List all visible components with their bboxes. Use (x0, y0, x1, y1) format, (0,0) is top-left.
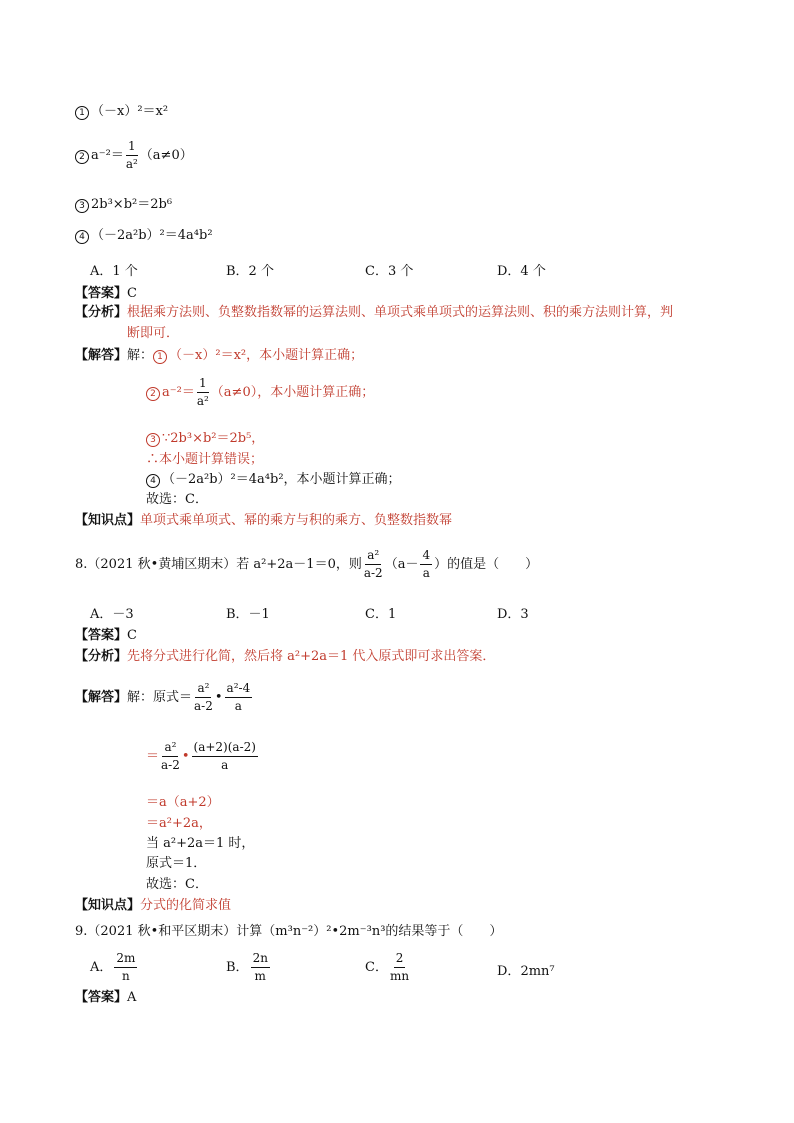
q7-solution-4 (146, 473, 401, 488)
q9-answer (75, 991, 136, 1004)
q7-choice: 故选：C． (146, 492, 208, 507)
answer-value: C (127, 628, 137, 643)
solution-label: 【解答】 (75, 348, 128, 363)
circled-number: 1 (75, 106, 89, 120)
q8-option-d: D．3 (497, 607, 529, 622)
fraction: $\frac{1}{\text{a²}}$ (125, 139, 138, 172)
q9-option-c (365, 952, 411, 983)
item-4 (75, 229, 213, 244)
q8-stem-mid: （a－ (384, 557, 419, 573)
q7-analysis (75, 306, 673, 319)
q9-option-a (90, 952, 139, 983)
q7-analysis-cont: 断即可． (127, 326, 180, 341)
q7-solution (75, 349, 363, 364)
sol2-lhs: a⁻²＝ (162, 385, 195, 401)
option-text: 2mn⁷ (520, 964, 555, 979)
fraction: $\frac{2m}{n}$ (116, 951, 136, 984)
knowledge-label: 【知识点】 (75, 513, 141, 528)
q7-solution-2 (146, 377, 374, 408)
knowledge-label: 【知识点】 (75, 898, 141, 913)
item-2-lhs: a⁻²＝ (91, 148, 124, 164)
dot: • (181, 749, 190, 765)
item-3-text: 2b³×b²＝2b⁶ (91, 197, 173, 212)
q8-step-2 (146, 741, 260, 772)
solution-step-3: ∵2b³×b²＝2b⁵， (162, 431, 265, 446)
solution-label: 【解答】 (75, 690, 128, 706)
solution-step-4: （－2a²b）²＝4a⁴b²，本小题计算正确； (162, 472, 401, 487)
circled-number: 3 (75, 199, 89, 213)
q8-step-4: ＝a²+2a， (146, 816, 212, 831)
option-label: C． (365, 960, 388, 976)
q8-choice: 故选：C． (146, 877, 208, 892)
answer-label: 【答案】 (75, 286, 128, 301)
option-label: B． (226, 960, 249, 976)
analysis-text: 先将分式进行化简，然后将 a²+2a＝1 代入原式即可求出答案． (127, 649, 496, 664)
solution-step-1: （－x）²＝x²，本小题计算正确； (169, 348, 364, 363)
circled-number: 2 (146, 387, 160, 401)
analysis-label: 【分析】 (75, 305, 128, 320)
fraction: $\frac{\text{a²}}{a-2}$ (194, 681, 213, 714)
q9-stem: 9.（2021 秋•和平区期末）计算（m³n⁻²）²•2m⁻³n³的结果等于（ ） (75, 924, 503, 939)
q8-stem (75, 549, 538, 580)
knowledge-text: 分式的化简求值 (140, 898, 232, 913)
q8-option-b: B．－1 (226, 607, 270, 622)
q7-knowledge (75, 514, 452, 527)
solution-intro: 解：原式＝ (127, 690, 193, 706)
item-1 (75, 105, 168, 120)
analysis-label: 【分析】 (75, 649, 128, 664)
circled-number: 2 (75, 150, 89, 164)
q7-option-d: D．4 个 (497, 264, 546, 279)
q8-step-5: 当 a²+2a＝1 时， (146, 836, 255, 851)
q8-step-6: 原式＝1． (146, 856, 207, 871)
item-1-text: （－x）²＝x² (91, 104, 169, 119)
fraction: $\frac{4}{a}$ (422, 548, 431, 581)
answer-label: 【答案】 (75, 628, 128, 643)
option-label: D． (497, 964, 521, 979)
circled-number: 3 (146, 433, 160, 447)
circled-number: 1 (153, 350, 167, 364)
item-2-rhs: （a≠0） (139, 148, 193, 164)
fraction: $\frac{\text{a²}}{a-2}$ (161, 740, 180, 773)
analysis-text: 根据乘方法则、负整数指数幂的运算法则、单项式乘单项式的运算法则、积的乘方法则计算，判 (127, 305, 674, 320)
q8-stem-post: ）的值是（ ） (434, 557, 539, 573)
q8-option-a: A．－3 (90, 607, 134, 622)
q8-knowledge (75, 899, 231, 912)
q7-option-c: C．3 个 (365, 264, 414, 279)
option-label: A． (90, 960, 113, 976)
q7-solution-3 (146, 432, 264, 447)
q8-analysis (75, 650, 495, 663)
q7-solution-3b: ∴本小题计算错误； (146, 452, 264, 467)
fraction: $\frac{1}{\text{a²}}$ (196, 376, 209, 409)
circled-number: 4 (75, 230, 89, 244)
q9-option-b (226, 952, 272, 983)
fraction: $\frac{(a+2)(a-2)}{a}$ (193, 740, 256, 773)
item-2 (75, 140, 193, 171)
q7-answer (75, 287, 137, 300)
q7-option-a: A．1 个 (90, 264, 138, 279)
fraction: $\frac{2n}{m}$ (252, 951, 268, 984)
fraction: $\frac{2}{mn}$ (389, 951, 410, 984)
answer-value: C (127, 286, 137, 301)
q8-stem-pre: 8.（2021 秋•黄埔区期末）若 a²+2a－1＝0，则 (75, 557, 362, 573)
equals: ＝ (146, 749, 160, 765)
sol2-rhs: （a≠0），本小题计算正确； (210, 385, 375, 401)
knowledge-text: 单项式乘单项式、幂的乘方与积的乘方、负整数指数幂 (140, 513, 453, 528)
q7-option-b: B．2 个 (226, 264, 274, 279)
circled-number: 4 (146, 474, 160, 488)
q8-solution (75, 682, 254, 713)
item-4-text: （－2a²b）²＝4a⁴b² (91, 228, 213, 243)
fraction: $\frac{\text{a²}}{a-2}$ (363, 548, 383, 581)
q8-answer (75, 629, 137, 642)
q8-step-3: ＝a（a+2） (146, 795, 220, 810)
q8-option-c: C．1 (365, 607, 397, 622)
fraction: $\frac{\text{a²-4}}{a}$ (226, 681, 251, 714)
item-3 (75, 198, 172, 213)
q9-option-d (497, 960, 555, 979)
solution-intro: 解： (127, 348, 154, 363)
answer-label: 【答案】 (75, 990, 128, 1005)
answer-value: A (127, 990, 137, 1005)
dot: • (214, 690, 223, 706)
